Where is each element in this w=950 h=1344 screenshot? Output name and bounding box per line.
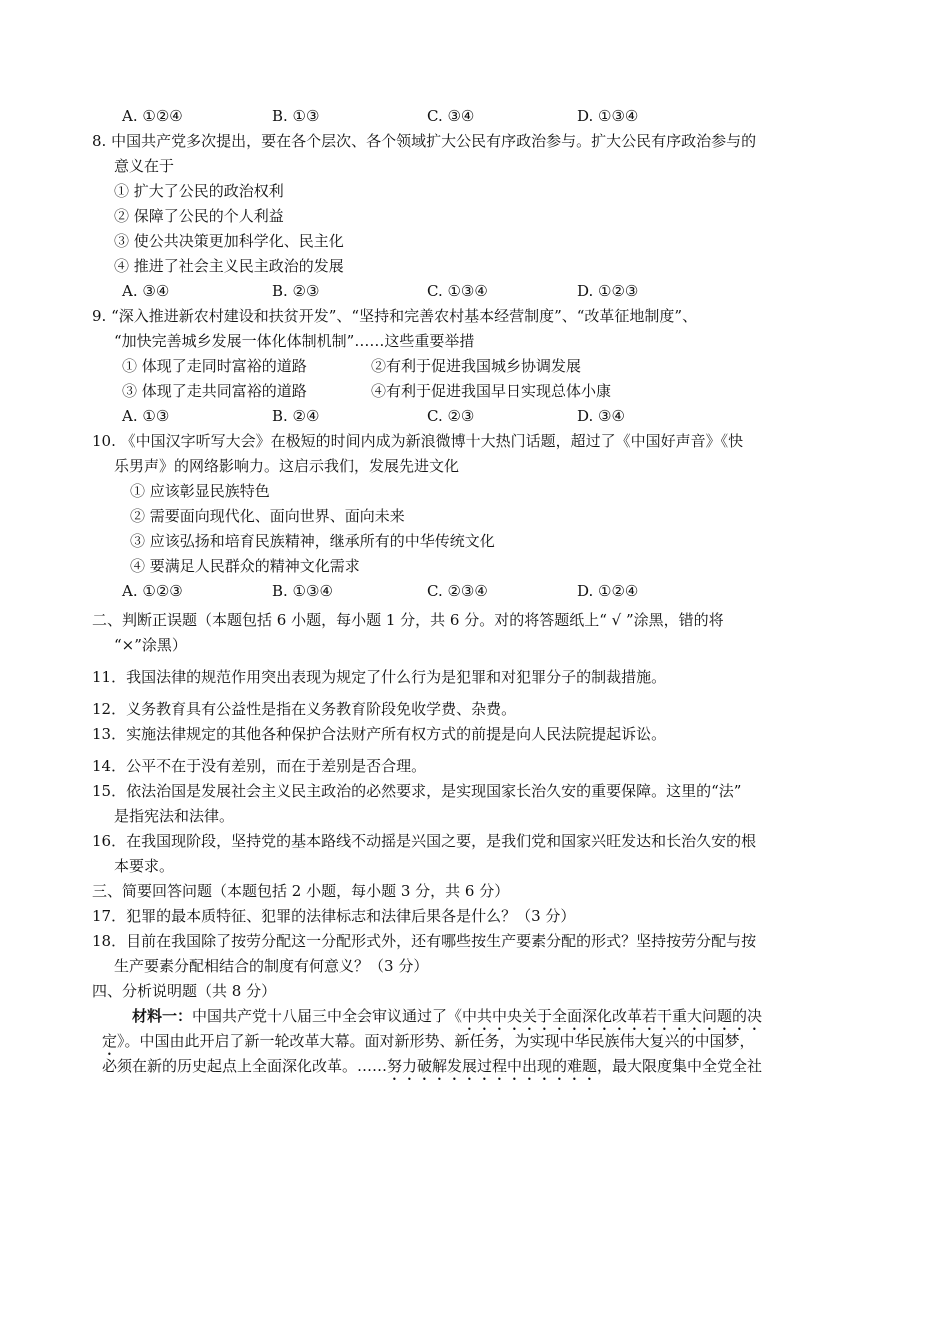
question-12: 12．义务教育具有公益性是指在义务教育阶段免收学费、杂费。 bbox=[92, 700, 517, 718]
material-emphasis: 努力破解发展过程中出现的难题 bbox=[387, 1057, 598, 1075]
q10-item-1: ① 应该彰显民族特色 bbox=[130, 482, 270, 500]
q8-item-1: ① 扩大了公民的政治权利 bbox=[114, 182, 284, 200]
question-14: 14．公平不在于没有差别，而在于差别是否合理。 bbox=[92, 757, 427, 775]
q9-item-3: ③ 体现了走共同富裕的道路 bbox=[122, 382, 307, 400]
section-2-line-2: “×”涂黑） bbox=[114, 636, 187, 654]
q8-option-c: C. ①③④ bbox=[427, 282, 488, 300]
q8-stem: 8. 中国共产党多次提出，要在各个层次、各个领域扩大公民有序政治参与。扩大公民有序政治参与的 bbox=[92, 132, 757, 150]
q10-option-b: B. ①③④ bbox=[272, 582, 333, 600]
material-line-3 bbox=[102, 1056, 762, 1084]
q10-option-d: D. ①②④ bbox=[577, 582, 639, 600]
section-3-heading: 三、简要回答问题（本题包括 2 小题，每小题 3 分，共 6 分） bbox=[92, 882, 510, 900]
material-line-3-end: ，最大限度集中全党全社 bbox=[597, 1057, 763, 1075]
section-4-heading: 四、分析说明题（共 8 分） bbox=[92, 982, 277, 1000]
material-line-2-text: 》。中国由此开启了新一轮改革大幕。面对新形势、新任务，为实现中华民族伟大复兴的中国梦， bbox=[117, 1032, 755, 1050]
material-doc-title: 中共中央关于全面深化改革若干重大问题的决 bbox=[462, 1007, 763, 1025]
q9-option-a: A. ①③ bbox=[122, 407, 170, 425]
q7-option-c: C. ③④ bbox=[427, 107, 475, 125]
q10-item-2: ② 需要面向现代化、面向世界、面向未来 bbox=[130, 507, 405, 525]
q8-option-b: B. ②③ bbox=[272, 282, 320, 300]
question-13: 13．实施法律规定的其他各种保护合法财产所有权方式的前提是向人民法院提起诉讼。 bbox=[92, 725, 667, 743]
material-line-1-text: 中国共产党十八届三中全会审议通过了《 bbox=[192, 1007, 463, 1025]
q8-item-2: ② 保障了公民的个人利益 bbox=[114, 207, 284, 225]
q9-item-4: ④有利于促进我国早日实现总体小康 bbox=[371, 382, 612, 400]
q7-option-d: D. ①③④ bbox=[577, 107, 639, 125]
q9-option-c: C. ②③ bbox=[427, 407, 475, 425]
question-17: 17．犯罪的最本质特征、犯罪的法律标志和法律后果各是什么？（3 分） bbox=[92, 907, 576, 925]
q10-stem-cont: 乐男声》的网络影响力。这启示我们，发展先进文化 bbox=[114, 457, 460, 475]
q8-stem-cont: 意义在于 bbox=[114, 157, 175, 175]
q10-option-a: A. ①②③ bbox=[122, 582, 183, 600]
q9-option-b: B. ②④ bbox=[272, 407, 320, 425]
q10-stem: 10. 《中国汉字听写大会》在极短的时间内成为新浪微博十大热门话题，超过了《中国好声音》《快 bbox=[92, 432, 744, 450]
q10-option-c: C. ②③④ bbox=[427, 582, 488, 600]
q9-stem-cont: “加快完善城乡发展一体化体制机制”……这些重要举措 bbox=[114, 332, 475, 350]
material-line-3-text: 必须在新的历史起点上全面深化改革。…… bbox=[102, 1057, 388, 1075]
material-line-2 bbox=[102, 1031, 755, 1059]
q9-item-2: ②有利于促进我国城乡协调发展 bbox=[371, 357, 582, 375]
question-11: 11．我国法律的规范作用突出表现为规定了什么行为是犯罪和对犯罪分子的制裁措施。 bbox=[92, 668, 667, 686]
q10-item-3: ③ 应该弘扬和培育民族精神，继承所有的中华传统文化 bbox=[130, 532, 495, 550]
q8-item-3: ③ 使公共决策更加科学化、民主化 bbox=[114, 232, 344, 250]
q18-line-2: 生产要素分配相结合的制度有何意义？（3 分） bbox=[114, 957, 429, 975]
q9-option-d: D. ③④ bbox=[577, 407, 625, 425]
q8-option-d: D. ①②③ bbox=[577, 282, 639, 300]
q7-option-a: A. ①②④ bbox=[122, 107, 183, 125]
material-label: 材料一： bbox=[132, 1007, 193, 1025]
q9-stem: 9. “深入推进新农村建设和扶贫开发”、“坚持和完善农村基本经营制度”、“改革征地制度”、 bbox=[92, 307, 698, 325]
material-line-1 bbox=[132, 1006, 762, 1034]
q9-item-1: ① 体现了走同时富裕的道路 bbox=[122, 357, 307, 375]
q7-option-b: B. ①③ bbox=[272, 107, 320, 125]
material-doc-title-end: 定 bbox=[102, 1032, 118, 1050]
q15-line-2: 是指宪法和法律。 bbox=[114, 807, 235, 825]
q10-item-4: ④ 要满足人民群众的精神文化需求 bbox=[130, 557, 360, 575]
q18-line-1: 18．目前在我国除了按劳分配这一分配形式外，还有哪些按生产要素分配的形式？坚持按劳分配与按 bbox=[92, 932, 757, 950]
section-2-line-1: 二、判断正误题（本题包括 6 小题，每小题 1 分，共 6 分。对的将答题纸上“ √ ”涂黑，错的将 bbox=[92, 611, 724, 629]
q8-item-4: ④ 推进了社会主义民主政治的发展 bbox=[114, 257, 344, 275]
q8-option-a: A. ③④ bbox=[122, 282, 170, 300]
q16-line-2: 本要求。 bbox=[114, 857, 175, 875]
q16-line-1: 16．在我国现阶段，坚持党的基本路线不动摇是兴国之要，是我们党和国家兴旺发达和长治久安的根 bbox=[92, 832, 757, 850]
q15-line-1: 15．依法治国是发展社会主义民主政治的必然要求，是实现国家长治久安的重要保障。这里的“法” bbox=[92, 782, 742, 800]
